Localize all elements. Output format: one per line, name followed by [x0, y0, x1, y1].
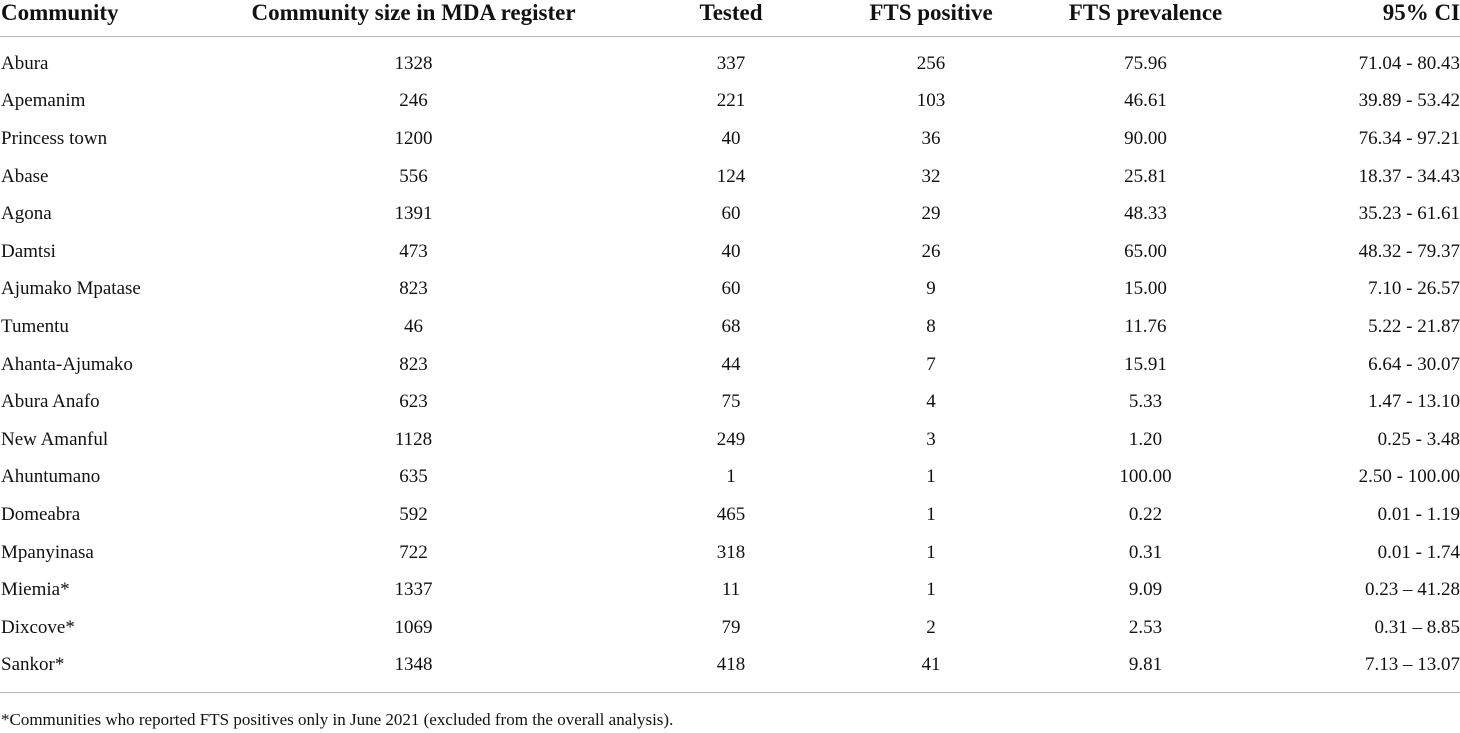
header-row [0, 0, 1460, 37]
cell-ci: 0.25 - 3.48 [1377, 428, 1460, 450]
cell-tested: 318 [716, 541, 746, 563]
table-row [0, 459, 1460, 497]
cell-tested: 465 [716, 503, 746, 525]
cell-tested: 1 [726, 466, 736, 488]
cell-tested: 124 [716, 165, 746, 187]
cell-community: Ajumako Mpatase [1, 278, 141, 300]
cell-community: Agona [1, 203, 52, 225]
cell-fts-positive: 1 [926, 541, 936, 563]
cell-community-size: 823 [399, 353, 428, 375]
cell-fts-positive: 9 [926, 278, 936, 300]
cell-community-size: 635 [399, 466, 428, 488]
table-row [0, 271, 1460, 309]
cell-tested: 68 [721, 315, 741, 337]
cell-ci: 35.23 - 61.61 [1358, 203, 1460, 225]
cell-tested: 60 [721, 278, 741, 300]
cell-community: Sankor* [0, 647, 196, 693]
table-row [0, 158, 1460, 196]
cell-fts-positive: 1 [926, 503, 936, 525]
cell-community: Princess town [1, 127, 108, 149]
cell-community-size: 592 [399, 503, 428, 525]
table-row [0, 534, 1460, 572]
cell-fts-positive: 256 [916, 52, 946, 74]
cell-fts-positive: 1 [926, 466, 936, 488]
cell-fts-prevalence: 25.81 [1124, 165, 1167, 187]
cell-fts-positive: 29 [921, 203, 941, 225]
cell-tested: 60 [721, 203, 741, 225]
cell-ci: 71.04 - 80.43 [1358, 52, 1460, 74]
table-row [0, 647, 1460, 693]
cell-fts-positive: 4 [926, 391, 936, 413]
cell-fts-prevalence: 15.91 [1124, 353, 1167, 375]
table-row [0, 496, 1460, 534]
cell-fts-prevalence: 0.22 [1128, 503, 1163, 525]
table-row [0, 383, 1460, 421]
cell-community: Abura [1, 52, 49, 74]
cell-fts-prevalence: 2.53 [1128, 616, 1163, 638]
cell-ci: 2.50 - 100.00 [1358, 466, 1460, 488]
cell-fts-prevalence: 46.61 [1124, 90, 1167, 112]
cell-ci: 7.13 – 13.07 [1260, 647, 1460, 693]
cell-fts-prevalence: 11.76 [1124, 315, 1167, 337]
cell-ci: 1.47 - 13.10 [1368, 391, 1460, 413]
table-row [0, 37, 1460, 83]
cell-fts-positive: 103 [916, 90, 946, 112]
table-row [0, 195, 1460, 233]
cell-fts-prevalence: 75.96 [1124, 52, 1167, 74]
cell-community: Domeabra [1, 503, 81, 525]
cell-community: Abura Anafo [1, 391, 100, 413]
cell-tested: 40 [721, 240, 741, 262]
cell-tested: 249 [716, 428, 746, 450]
table-body [0, 37, 1460, 693]
cell-fts-positive: 41 [831, 647, 1031, 693]
table-row [0, 421, 1460, 459]
cell-community: Tumentu [1, 315, 69, 337]
cell-tested: 337 [716, 52, 746, 74]
cell-fts-prevalence: 65.00 [1124, 240, 1167, 262]
cell-ci: 0.31 – 8.85 [1374, 616, 1460, 638]
header-ci: 95% CI [1260, 0, 1460, 37]
cell-fts-prevalence: 0.31 [1128, 541, 1163, 563]
cell-community-size: 1128 [394, 428, 433, 450]
cell-fts-positive: 1 [926, 579, 936, 601]
cell-community: Mpanyinasa [1, 541, 94, 563]
cell-ci: 0.01 - 1.19 [1377, 503, 1460, 525]
cell-community-size: 46 [404, 315, 423, 337]
table-row [0, 571, 1460, 609]
cell-tested: 40 [721, 127, 741, 149]
table-footnote: *Communities who reported FTS positives only in June 2021 (excluded from the overall analysis). [1, 710, 674, 729]
cell-fts-positive: 2 [926, 616, 936, 638]
cell-community-size: 1200 [394, 127, 433, 149]
cell-fts-prevalence: 15.00 [1124, 278, 1167, 300]
header-fts-positive: FTS positive [831, 0, 1031, 37]
cell-fts-prevalence: 100.00 [1119, 466, 1172, 488]
cell-community: Apemanim [1, 90, 86, 112]
header-fts-prevalence: FTS prevalence [1031, 0, 1260, 37]
cell-fts-prevalence: 1.20 [1128, 428, 1163, 450]
cell-fts-positive: 7 [926, 353, 936, 375]
cell-community: Dixcove* [1, 616, 75, 638]
cell-fts-prevalence: 48.33 [1124, 203, 1167, 225]
table-row [0, 308, 1460, 346]
cell-community-size: 722 [399, 541, 428, 563]
table-row [0, 346, 1460, 384]
cell-fts-positive: 26 [921, 240, 941, 262]
header-community-size: Community size in MDA register [196, 0, 631, 37]
cell-community-size: 823 [399, 278, 428, 300]
cell-fts-prevalence: 9.81 [1031, 647, 1260, 693]
cell-tested: 75 [721, 391, 741, 413]
cell-ci: 0.23 – 41.28 [1365, 579, 1460, 601]
cell-ci: 39.89 - 53.42 [1358, 90, 1460, 112]
cell-tested: 79 [721, 616, 741, 638]
table-row [0, 83, 1460, 121]
cell-ci: 7.10 - 26.57 [1368, 278, 1460, 300]
cell-ci: 48.32 - 79.37 [1358, 240, 1460, 262]
cell-community-size: 246 [399, 90, 428, 112]
cell-community: Abase [1, 165, 49, 187]
cell-community-size: 1348 [196, 647, 631, 693]
cell-fts-prevalence: 9.09 [1128, 579, 1163, 601]
cell-community-size: 1337 [394, 579, 433, 601]
table-header [0, 0, 1460, 37]
table-row [0, 233, 1460, 271]
cell-tested: 418 [631, 647, 831, 693]
cell-ci: 0.01 - 1.74 [1377, 541, 1460, 563]
cell-ci: 5.22 - 21.87 [1368, 315, 1460, 337]
cell-fts-positive: 36 [921, 127, 941, 149]
table-row [0, 120, 1460, 158]
cell-community-size: 623 [399, 391, 428, 413]
cell-ci: 18.37 - 34.43 [1358, 165, 1460, 187]
cell-fts-prevalence: 5.33 [1128, 391, 1163, 413]
cell-tested: 44 [721, 353, 741, 375]
cell-fts-positive: 8 [926, 315, 936, 337]
cell-community: Damtsi [1, 240, 56, 262]
cell-tested: 221 [716, 90, 746, 112]
cell-community-size: 556 [399, 165, 428, 187]
cell-community-size: 1391 [394, 203, 433, 225]
cell-community: Miemia* [1, 579, 70, 601]
cell-ci: 76.34 - 97.21 [1358, 127, 1460, 149]
cell-community-size: 1328 [394, 52, 433, 74]
table-row [0, 609, 1460, 647]
cell-fts-positive: 3 [926, 428, 936, 450]
cell-community-size: 473 [399, 240, 428, 262]
cell-ci: 6.64 - 30.07 [1368, 353, 1460, 375]
cell-community: Ahanta-Ajumako [1, 353, 133, 375]
cell-fts-prevalence: 90.00 [1124, 127, 1167, 149]
cell-community: New Amanful [1, 428, 109, 450]
cell-community-size: 1069 [394, 616, 433, 638]
header-tested: Tested [631, 0, 831, 37]
cell-fts-positive: 32 [921, 165, 941, 187]
header-community: Community [0, 0, 196, 37]
cell-tested: 11 [721, 579, 741, 601]
cell-community: Ahuntumano [1, 466, 101, 488]
